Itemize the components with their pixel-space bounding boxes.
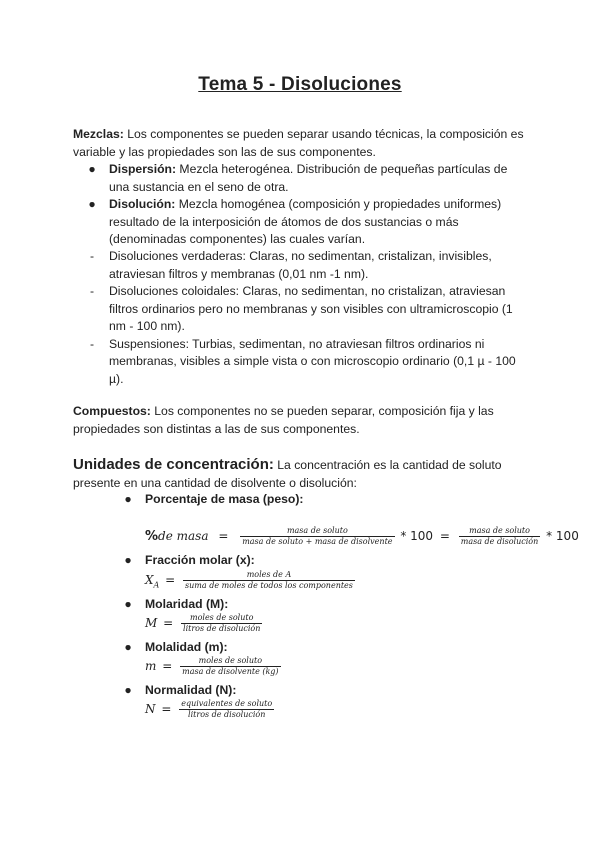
formula-eq: = <box>439 529 450 543</box>
formula-molaridad <box>145 613 264 634</box>
denominator: litros de disolución <box>183 624 261 633</box>
mezclas-text: Los componentes se pueden separar usando técnicas, la composición es variable y las propiedades son las de sus componentes. <box>73 127 524 159</box>
page-title: Tema 5 - Disoluciones <box>198 74 402 95</box>
formula-times: * 100 <box>400 529 434 543</box>
formula-molalidad <box>145 656 283 677</box>
compuestos-label: Compuestos: <box>73 404 151 418</box>
formula-lhs: X <box>145 573 154 587</box>
fraction <box>183 570 355 591</box>
bullet-icon: ● <box>124 683 132 697</box>
list-item <box>89 336 529 389</box>
numerator: masa de soluto <box>459 526 541 537</box>
formula-lhs: N <box>145 702 156 716</box>
bullet-icon: ● <box>124 492 132 506</box>
formula-subscript: A <box>153 580 160 590</box>
numerator: moles de A <box>183 570 355 581</box>
bullet-icon: ● <box>124 553 132 567</box>
list-item <box>124 597 229 611</box>
list-item <box>124 492 304 506</box>
dash-icon: - <box>89 284 95 298</box>
mezclas-dash-list <box>89 248 529 388</box>
compuestos-text: Los componentes no se pueden separar, composición fija y las propiedades son distintas a las de sus componentes. <box>73 404 494 436</box>
dash-icon: - <box>89 336 95 351</box>
formula-normalidad <box>145 699 276 720</box>
formula-eq: = <box>162 659 173 673</box>
item-label: Dispersión: <box>109 162 177 176</box>
formula-eq: = <box>218 529 229 543</box>
list-item <box>124 553 255 567</box>
formula-lhs: m <box>145 659 157 673</box>
item-label: Fracción molar (x): <box>145 553 255 567</box>
list-item <box>88 161 529 196</box>
fraction <box>179 699 274 720</box>
fraction <box>181 613 262 634</box>
dash-icon: - <box>89 249 95 263</box>
denominator: masa de disolvente (kg) <box>182 667 279 676</box>
bullet-icon: ● <box>88 197 96 211</box>
item-text: Mezcla heterogénea. Distribución de pequeñas partículas de una sustancia en el seno de otra. <box>109 162 508 194</box>
formula-fraccion-molar <box>145 570 357 591</box>
bullet-icon: ● <box>88 162 96 176</box>
item-label: Disolución: <box>109 197 176 211</box>
unidades-text: La concentración es la cantidad de soluto presente en una cantidad de disolvente o disolución: <box>73 458 502 490</box>
numerator: equivalentes de soluto <box>181 699 273 708</box>
formula-lhs: M <box>145 616 158 630</box>
item-text: Mezcla homogénea (composición y propiedades uniformes) resultado de la interposición de átomos de dos sustancias o más (denominadas componentes) las cuales varían. <box>109 197 502 246</box>
list-item <box>89 283 529 336</box>
denominator: masa de soluto + masa de disolvente <box>242 537 393 546</box>
list-item <box>88 196 529 249</box>
denominator: masa de disolución <box>460 537 539 546</box>
list-item <box>124 640 228 654</box>
bullet-icon: ● <box>124 597 132 611</box>
formula-porcentaje <box>145 526 579 547</box>
mezclas-bullet-list <box>88 161 529 249</box>
denominator: suma de moles de todos los componentes <box>185 581 353 590</box>
formula-eq: = <box>163 616 174 630</box>
denominator: litros de disolución <box>188 710 266 719</box>
numerator: moles de soluto <box>181 613 262 624</box>
fraction <box>240 526 394 547</box>
mezclas-paragraph <box>73 126 533 161</box>
numerator: masa de soluto <box>240 526 394 537</box>
item-text: Disoluciones coloidales: Claras, no sedimentan, no cristalizan, atraviesan filtros ordinarios pero no membranas y son visibles con ultramicroscopio (1 nm - 100 nm). <box>109 284 513 333</box>
fraction <box>459 526 541 547</box>
item-label: Porcentaje de masa (peso): <box>145 492 304 506</box>
bullet-icon: ● <box>124 640 132 654</box>
mezclas-label: Mezclas: <box>73 127 124 141</box>
list-item <box>89 248 529 283</box>
formula-lhs-italic: de masa <box>158 529 209 543</box>
item-label: Molalidad (m): <box>145 640 228 654</box>
item-label: Normalidad (N): <box>145 683 237 697</box>
item-text: Suspensiones: Turbias, sedimentan, no atraviesan filtros ordinarios ni membranas, visibles a simple vista o con microscopio ordinario (0,1 µ - 100 µ). <box>109 336 516 386</box>
item-label: Molaridad (M): <box>145 597 229 611</box>
unidades-label: Unidades de concentración: <box>73 456 274 473</box>
formula-lhs: % <box>145 529 159 544</box>
formula-times: * 100 <box>546 529 579 543</box>
formula-eq: = <box>161 702 172 716</box>
fraction <box>180 656 280 677</box>
list-item <box>124 683 237 697</box>
formula-eq: = <box>165 573 176 587</box>
item-text: Disoluciones verdaderas: Claras, no sedimentan, cristalizan, invisibles, atraviesan filtros y membranas (0,01 nm -1 nm). <box>109 249 492 281</box>
unidades-paragraph <box>73 456 533 492</box>
compuestos-paragraph <box>73 403 533 438</box>
numerator: moles de soluto <box>180 656 280 667</box>
